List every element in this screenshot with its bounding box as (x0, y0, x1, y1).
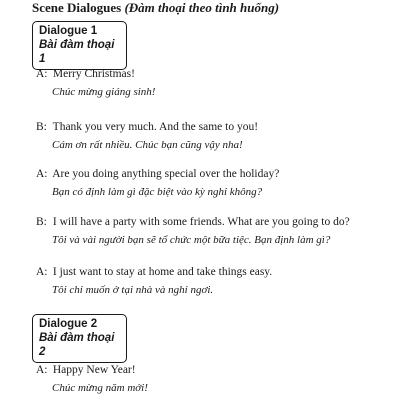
speaker-label: B: (36, 216, 47, 228)
heading-vietnamese: (Đàm thoại theo tình huống) (124, 0, 280, 15)
dialogue-1-title: Dialogue 1 (39, 25, 98, 37)
section-heading (32, 0, 279, 16)
english-line: I just want to stay at home and take things easy. (52, 266, 273, 278)
english-line: Are you doing anything special over the holiday? (52, 168, 280, 180)
dialogue-1-translation-3: Bạn có định làm gì đặc biệt vào kỳ nghỉ không? (52, 186, 263, 198)
dialogue-2-translation-1: Chúc mừng năm mới! (52, 382, 148, 394)
dialogue-1-translation-1: Chúc mừng giáng sinh! (52, 86, 156, 98)
english-line: Merry Christmas! (52, 68, 135, 80)
dialogue-1-translation-2: Cám ơn rất nhiều. Chúc bạn cũng vậy nha! (52, 139, 243, 151)
dialogue-2-subtitle: Bài đàm thoại 2 (39, 332, 115, 358)
dialogue-2-title: Dialogue 2 (39, 318, 98, 330)
dialogue-1-subtitle: Bài đàm thoại 1 (39, 39, 115, 65)
english-line: I will have a party with some friends. What are you going to do? (52, 216, 350, 228)
heading-english: Scene Dialogues (32, 0, 122, 15)
speaker-label: A: (36, 364, 48, 376)
english-line: Thank you very much. And the same to you! (52, 121, 259, 133)
dialogue-1-translation-5: Tôi chỉ muốn ở tại nhà và nghỉ ngơi. (52, 284, 214, 296)
dialogue-1-line-1 (36, 67, 394, 81)
dialogue-1-line-3 (36, 167, 394, 181)
dialogue-1-line-2 (36, 120, 394, 134)
dialogue-2-line-1 (36, 363, 394, 377)
english-line: Happy New Year! (52, 364, 136, 376)
speaker-label: A: (36, 266, 48, 278)
dialogue-1-label-box (32, 21, 127, 70)
speaker-label: A: (36, 68, 48, 80)
dialogue-2-label-box (32, 314, 127, 363)
speaker-label: B: (36, 121, 47, 133)
dialogue-1-line-4 (36, 215, 394, 229)
speaker-label: A: (36, 168, 48, 180)
dialogue-1-translation-4: Tôi và vài người bạn sẽ tổ chức một bữa tiệc. Bạn định làm gì? (52, 234, 331, 246)
dialogue-1-line-5 (36, 265, 394, 279)
